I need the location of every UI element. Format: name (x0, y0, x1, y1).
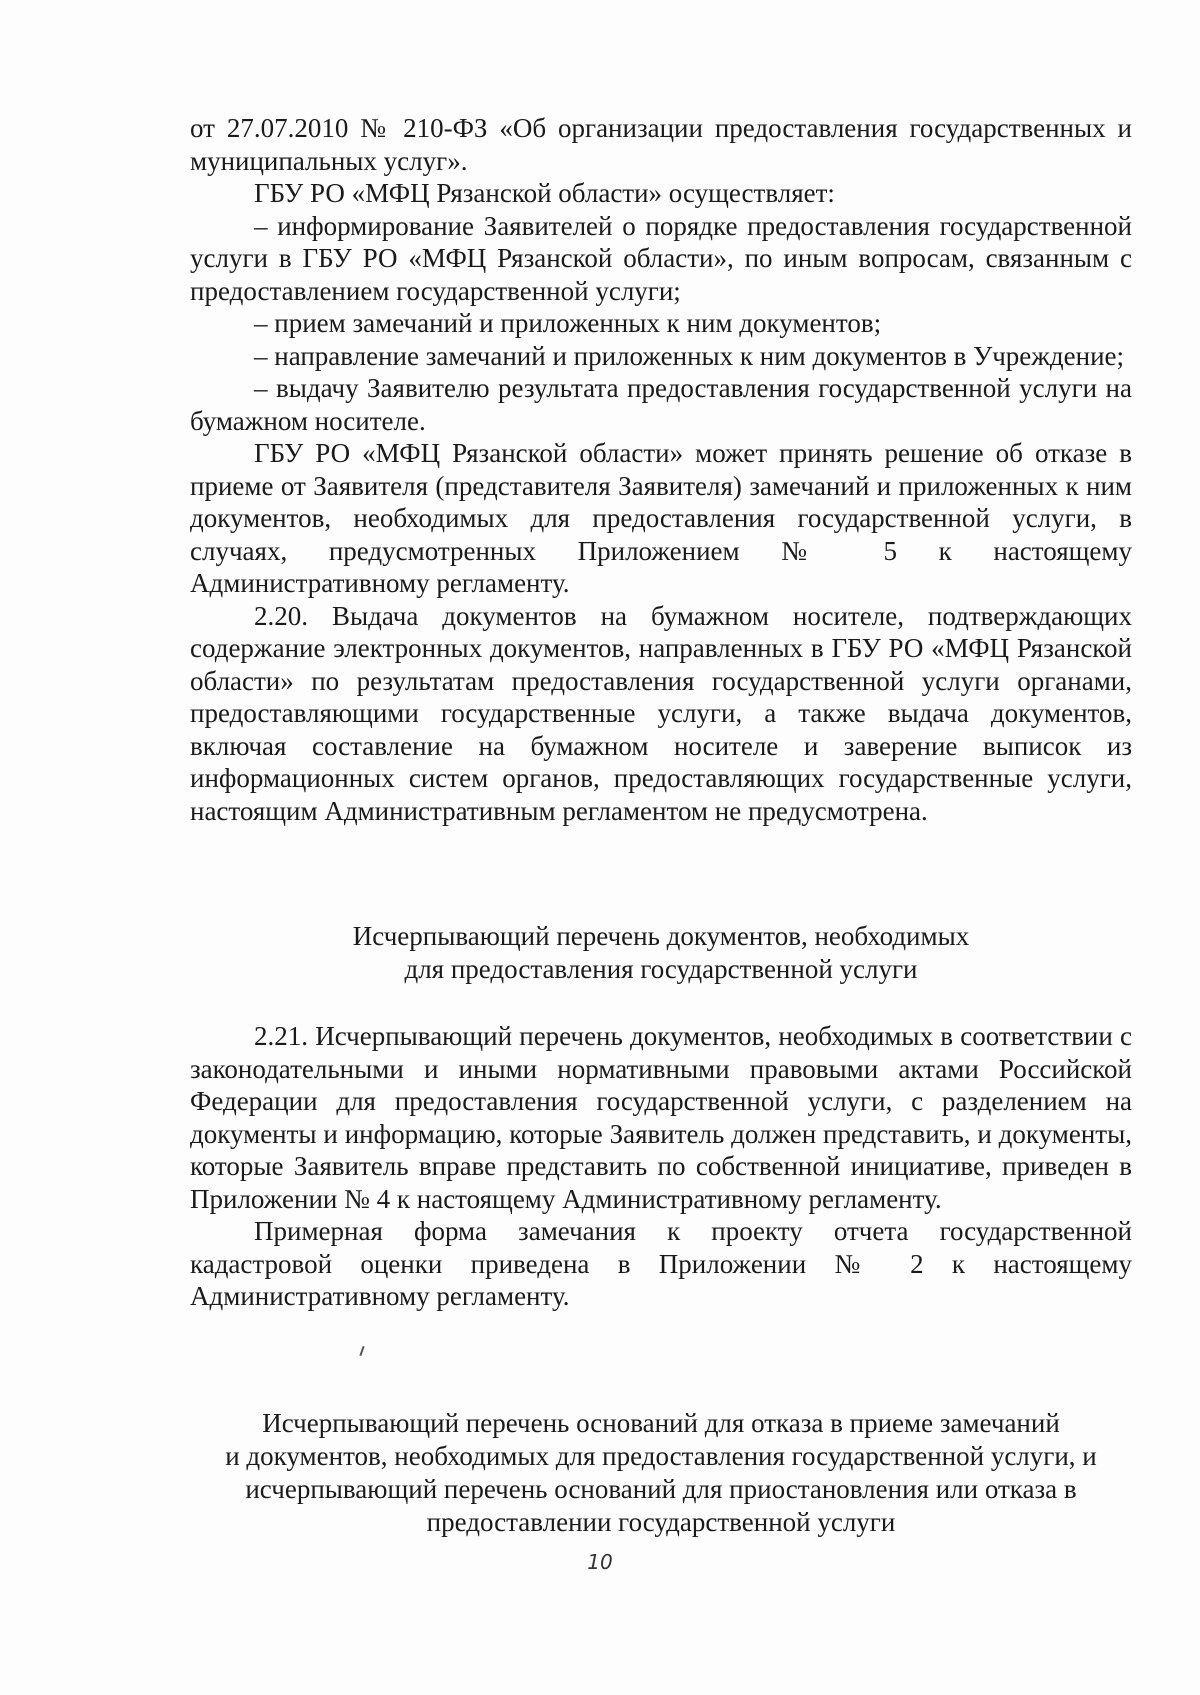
section-heading-refusal-grounds (190, 1407, 1132, 1539)
heading-line: Исчерпывающий перечень документов, необходимых (352, 921, 970, 951)
text-block-services (190, 112, 1132, 827)
paragraph-2-20: 2.20. Выдача документов на бумажном носителе, подтверждающих содержание электронных документов, направленных в ГБУ РО «МФЦ Рязанской области» по результатам предоставления государственной услуги органами, предоставляющими государственные услуги, а также выдача документов, включая составление на бумажном носителе и заверение выписок из информационных систем органов, предоставляющих государственные услуги, настоящим Административным регламентом не предусмотрена. (190, 600, 1132, 826)
list-item-issuing: – выдачу Заявителю результата предоставления государственной услуги на бумажном носителе. (190, 373, 1132, 436)
paragraph-mfc-performs: ГБУ РО «МФЦ Рязанской области» осуществляет: (254, 178, 835, 208)
list-item-receiving: – прием замечаний и приложенных к ним документов; (254, 308, 882, 338)
page-number: 10 (587, 1550, 613, 1574)
list-item-informing: – информирование Заявителей о порядке предоставления государственной услуги в ГБУ РО «МФЦ Рязанской области», по иным вопросам, связанным с предоставлением государственной услуги; (190, 210, 1132, 306)
paragraph-law-reference: от 27.07.2010 № 210-ФЗ «Об организации предоставления государственных и муниципальных услуг». (190, 113, 1132, 176)
heading-line: предоставлении государственной услуги (426, 1507, 896, 1537)
paragraph-2-21: 2.21. Исчерпывающий перечень документов, необходимых в соответствии с законодательными и иными нормативными правовыми актами Российской Федерации для предоставления государственной услуги, с разделением на документы и информацию, которые Заявитель должен представить, и документы, которые Заявитель вправе представить по собственной инициативе, приведен в Приложении № 4 к настоящему Административному регламенту. (190, 1021, 1132, 1214)
pen-mark (359, 1346, 364, 1356)
heading-line: исчерпывающий перечень оснований для приостановления или отказа в (245, 1474, 1077, 1504)
paragraph-refusal: ГБУ РО «МФЦ Рязанской области» может принять решение об отказе в приеме от Заявителя (представителя Заявителя) замечаний и приложенных к ним документов, необходимых для предоставления государственной услуги, в случаях, предусмотренных Приложением № 5 к настоящему Административному регламенту. (190, 438, 1132, 598)
heading-line: и документов, необходимых для предоставления государственной услуги, и (225, 1441, 1097, 1471)
heading-line: Исчерпывающий перечень оснований для отказа в приеме замечаний (262, 1408, 1060, 1438)
paragraph-sample-form: Примерная форма замечания к проекту отчета государственной кадастровой оценки приведена в Приложении № 2 к настоящему Административному регламенту. (190, 1216, 1132, 1311)
text-block-documents (190, 1020, 1132, 1313)
section-heading-documents (190, 920, 1132, 986)
list-item-sending: – направление замечаний и приложенных к ним документов в Учреждение; (254, 340, 1125, 371)
heading-line: для предоставления государственной услуги (404, 954, 918, 984)
